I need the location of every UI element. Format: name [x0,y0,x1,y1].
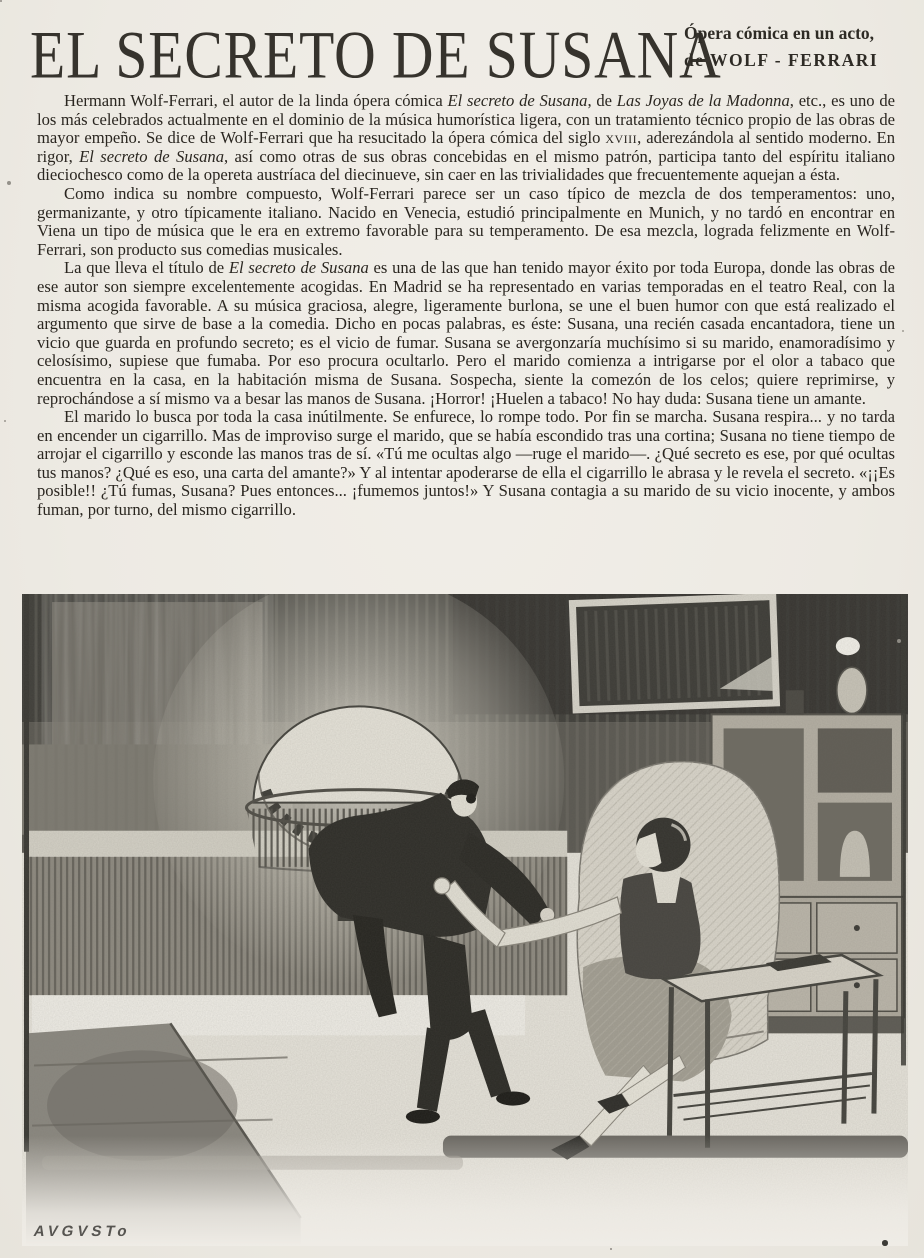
bottom-fade [22,1136,908,1246]
illustration-scene [22,594,908,1246]
paragraph-2: Como indica su nombre compuesto, Wolf-Ferrari parece ser un caso típico de mezcla de dos temperamentos: uno, germanizante, y otro típicamente italiano. Nacido en Venecia, estudió principalmente en Munich, y no tardó en encontrar en Viena un tipo de música que le era en extremo favorable para su temperamento. De esa mezcla, lograda felizmente en Wolf-Ferrari, son producto sus comedias musicales. [37,183,895,259]
article-subtitle [684,20,906,74]
paragraph-4: El marido lo busca por toda la casa inútilmente. Se enfurece, lo rompe todo. Por fin se marcha. Susana respira... y no tarda en encender un cigarrillo. Mas de improviso surge el marido, que se había escondido tras una cortina; Susana no tiene tiempo de arrojar el cigarrillo y esconde las manos tras de sí. «Tú me ocultas algo —ruge el marido—. ¿Qué secreto es ese, por qué ocultas tus manos? ¿Qué es eso, una carta del amante?» Y al intentar apoderarse de ella el cigarrillo le abrasa y le revela el secreto. «¡¡Es posible!! ¿Tú fumas, Susana? Pues entonces... ¡fumemos juntos!» Y Susana contagia a su marido de su vicio inocente, y ambos fuman, por turno, del mismo cigarrillo. [37,407,895,520]
subtitle-line2: de WOLF - FERRARI [684,50,879,71]
paper-specks [0,0,2,2]
subtitle-line1: Ópera cómica en un acto, [684,23,875,43]
paragraph-3: La que lleva el título de El secreto de Susana es una de las que han tenido mayor éxito por toda Europa, donde las obras de ese autor son siempre excelentemente acogidas. En Madrid se ha representado en varias temporadas en el teatro Real, con la misma acogida favorable. A su música graciosa, alegre, ligeramente burlona, se une el buen humor con que está realizado el argumento que sirve de base a la comedia. Dicho en pocas palabras, es éste: Susana, una recién casada encantadora, tiene un vicio que guarda en profundo secreto; es el vicio de fumar. Susana se avergonzaría muchísimo si su marido, enamoradísimo y celosísimo, supiese que fumaba. Por eso procura ocultarlo. Pero el marido comienza a intrigarse por el olor a tabaco que encuentra en la casa, en la habitación misma de Susana. Sospecha, siente la comezón de los celos; quiere reprimirse, y reprochándose a sí mismo va a besar las manos de Susana. ¡Horror! ¡Huelen a tabaco! No hay duda: Susana tiene un amante. [37,258,895,408]
paragraph-1: Hermann Wolf-Ferrari, el autor de la linda ópera cómica El secreto de Susana, de Las Joyas de la Madonna, etc., es uno de los más celebrados actualmente en el dominio de la música humorística ligera, con un tratamiento técnico propio de las obras de mayor empeño. Se dice de Wolf-Ferrari que ha resucitado la ópera cómica del siglo xviii, aderezándola al sentido moderno. En rigor, El secreto de Susana, así como otras de sus obras concebidas en el mismo patrón, participa tanto del espíritu italiano dieciochesco como de la opereta austríaca del diecinueve, sin caer en las trivialidades que frecuentemente aquejan a ésta. [37,91,895,185]
artist-signature: AVGVSTo [32,1223,133,1240]
page-title: EL SECRETO DE SUSANA [30,17,722,93]
article-body [37,92,895,520]
article-header [30,16,908,94]
illustration-engraving [22,594,908,1246]
